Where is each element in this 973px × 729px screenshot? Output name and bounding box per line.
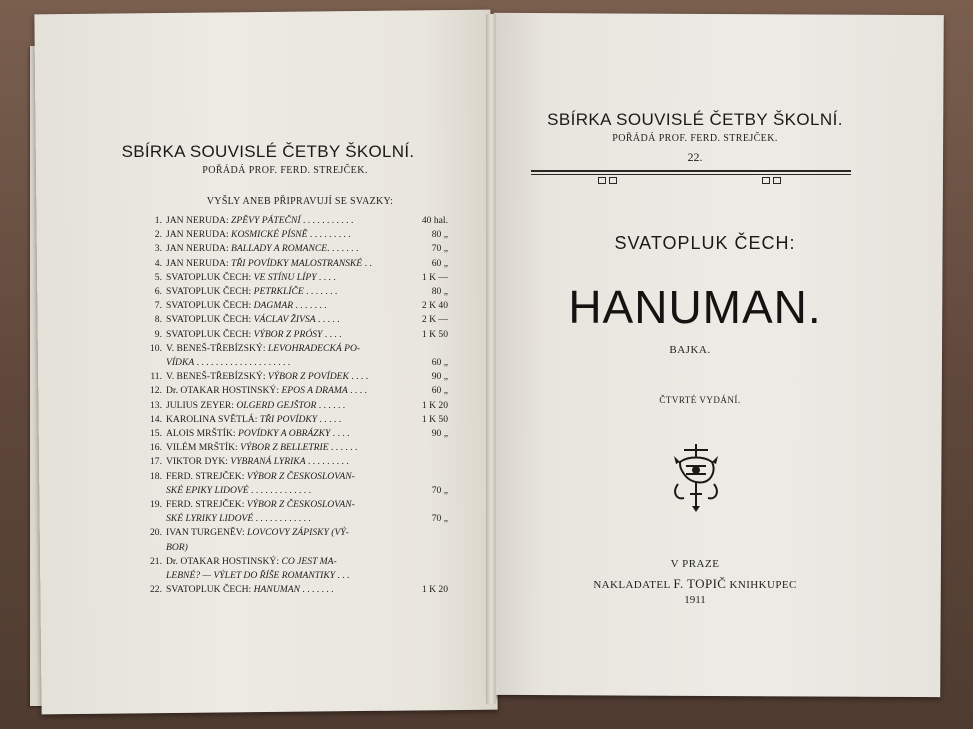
book-number: 21. <box>150 555 162 567</box>
book-entry <box>166 455 414 469</box>
list-heading: VYŠLY ANEB PŘIPRAVUJÍ SE SVAZKY: <box>206 196 394 207</box>
book-number: 16. <box>150 442 162 454</box>
book-number: 8. <box>154 314 162 326</box>
book-gutter <box>486 14 496 704</box>
book-author: SVATOPLUK ČECH: <box>166 314 252 326</box>
book-price: 80 „ <box>431 229 448 241</box>
book-author: JAN NERUDA: <box>166 229 229 241</box>
book-number: 6. <box>154 286 162 298</box>
leader-dots: . . . . <box>322 328 342 340</box>
book-title: TŘI POVÍDKY <box>259 413 318 425</box>
book-title: LEBNÉ? — VÝLET DO ŘÍŠE ROMANTIKY <box>166 570 336 582</box>
book-number: 18. <box>150 470 162 482</box>
book-list-item <box>136 526 448 540</box>
book-list-item <box>136 583 448 597</box>
book-list-item <box>136 569 448 583</box>
book-list-item <box>136 413 448 427</box>
leader-dots: . . . . <box>316 271 336 283</box>
book-author: JAN NERUDA: <box>166 215 229 226</box>
right-series-title: SBÍRKA SOUVISLÉ ČETBY ŠKOLNÍ. <box>547 110 843 129</box>
leader-dots: . . . . . . . . . . . . . <box>248 484 311 496</box>
book-title: DAGMAR <box>253 300 294 312</box>
book-author: JULIUS ZEYER: <box>166 399 234 411</box>
book-list-item <box>136 214 448 228</box>
leader-dots: . . . . . . . <box>327 243 359 255</box>
book-title: PETRKLÍČE <box>253 286 304 298</box>
book-title: CO JEST MA- <box>281 555 337 567</box>
book-entry <box>166 228 414 242</box>
book-number: 13. <box>150 399 162 411</box>
book-title: VYBRANÁ LYRIKA <box>230 456 306 468</box>
divider-rule-thin <box>531 174 851 175</box>
book-entry <box>166 470 414 484</box>
book-price: 1 K 50 <box>421 413 448 425</box>
publisher-suffix: KNIHKUPEC <box>729 579 797 591</box>
book-list-item <box>136 512 448 526</box>
book-list-item <box>136 299 448 313</box>
book-price: 70 „ <box>431 513 448 525</box>
book-entry <box>166 242 414 256</box>
book-entry <box>166 555 414 569</box>
book-title: BALLADY A ROMANCE <box>231 243 328 255</box>
book-entry <box>166 370 414 384</box>
book-author: SVATOPLUK ČECH: <box>166 328 252 340</box>
book-author: Dr. OTAKAR HOSTINSKÝ: <box>166 555 280 567</box>
book-title: VÁCLAV ŽIVSA <box>253 314 316 326</box>
leader-dots: . . . . . <box>315 314 340 326</box>
book-number: 7. <box>154 300 162 312</box>
book-list-item <box>136 555 448 569</box>
publisher-prefix: NAKLADATEL <box>593 579 671 591</box>
book-price: 1 K 20 <box>421 399 448 411</box>
book-entry <box>166 399 414 413</box>
book-price: 70 „ <box>431 243 448 255</box>
book-author: SVATOPLUK ČECH: <box>166 271 252 283</box>
book-entry <box>166 356 414 370</box>
book-list-item <box>136 228 448 242</box>
book-title: VÝBOR Z POVÍDEK <box>267 371 349 383</box>
book-author: SVATOPLUK ČECH: <box>166 300 252 312</box>
leader-dots: . . . . . . <box>328 442 358 454</box>
book-author: V. BENEŠ-TŘEBÍZSKÝ: <box>166 342 266 354</box>
book-list <box>136 214 448 597</box>
leader-dots: . . . . . . . <box>293 300 327 312</box>
book-author: VILÉM MRŠTÍK: <box>166 442 238 454</box>
book-list-item <box>136 427 448 441</box>
book-list-item <box>136 370 448 384</box>
volume-number: 22. <box>687 150 703 164</box>
book-number: 1. <box>154 215 162 226</box>
book-title: VÝBOR Z ČESKOSLOVAN- <box>246 499 355 511</box>
book-price: 1 K — <box>421 271 448 283</box>
edition-line: ČTVRTÉ VYDÁNÍ. <box>659 395 741 405</box>
book-title: LEVOHRADECKÁ PO- <box>267 342 361 354</box>
book-title: VÍDKA <box>166 357 195 369</box>
book-title: VÝBOR Z BELLETRIE <box>240 442 329 454</box>
book-entry <box>166 498 414 512</box>
book-list-item <box>136 455 448 469</box>
book-list-item <box>136 342 448 356</box>
book-entry <box>166 342 414 356</box>
leader-dots: . . . . . . . . . . . <box>300 215 354 226</box>
book-title: VE STÍNU LÍPY <box>253 271 317 283</box>
leader-dots: . . . <box>335 570 350 582</box>
book-author: FERD. STREJČEK: <box>166 499 245 511</box>
ornament-icon <box>762 177 782 185</box>
book-author: JAN NERUDA: <box>166 243 229 255</box>
book-list-item <box>136 470 448 484</box>
book-number: 14. <box>150 413 162 425</box>
leader-dots: . . . . . . <box>316 399 346 411</box>
book-price: 90 „ <box>431 371 448 383</box>
book-price: 60 „ <box>431 257 448 269</box>
book-entry <box>166 512 414 526</box>
book-entry <box>166 313 414 327</box>
leader-dots: . . . . . <box>317 413 342 425</box>
book-number: 12. <box>150 385 162 397</box>
book-title: VÝBOR Z PRÓSY <box>253 328 323 340</box>
book-number: 19. <box>150 499 162 511</box>
publisher-line <box>560 576 830 592</box>
book-title: TŘI POVÍDKY MALOSTRANSKÉ <box>231 257 363 269</box>
book-title: BOR) <box>166 541 188 553</box>
leader-dots: . . . . . . . <box>303 286 338 298</box>
book-price: 70 „ <box>431 484 448 496</box>
book-entry <box>166 299 414 313</box>
book-list-item <box>136 285 448 299</box>
leader-dots: . . <box>362 257 372 269</box>
book-price: 80 „ <box>431 286 448 298</box>
book-author: KAROLINA SVĚTLÁ: <box>166 413 258 425</box>
leader-dots: . . . . <box>347 385 367 397</box>
book-list-item <box>136 356 448 370</box>
book-title: SKÉ LYRIKY LIDOVÉ <box>166 513 254 525</box>
book-author: IVAN TURGENĚV: <box>166 527 245 539</box>
book-entry <box>166 214 414 228</box>
book-price: 1 K 50 <box>421 328 448 340</box>
leader-dots: . . . . . . . . . <box>307 229 351 241</box>
book-list-item <box>136 484 448 498</box>
book-entry <box>166 271 414 285</box>
publisher-name: F. TOPIČ <box>673 576 727 591</box>
leader-dots: . . . . <box>330 428 350 440</box>
left-series-title: SBÍRKA SOUVISLÉ ČETBY ŠKOLNÍ. <box>121 142 415 161</box>
book-title: HANUMAN <box>253 584 300 596</box>
book-author: JAN NERUDA: <box>166 257 229 269</box>
divider-rule <box>531 170 851 172</box>
book-author: SVATOPLUK ČECH: <box>166 584 252 596</box>
book-title: OLGERD GEJŠTOR <box>236 399 317 411</box>
book-author: ALOIS MRŠTÍK: <box>166 428 236 440</box>
book-author: V. BENEŠ-TŘEBÍZSKÝ: <box>166 371 266 383</box>
book-entry <box>166 484 414 498</box>
book-author: FERD. STREJČEK: <box>166 470 245 482</box>
book-title: ZPĚVY PÁTEČNÍ <box>231 215 301 226</box>
book-list-item <box>136 271 448 285</box>
publisher-emblem-icon <box>666 436 726 516</box>
book-entry <box>166 285 414 299</box>
book-price: 1 K 20 <box>421 584 448 596</box>
book-price: 2 K — <box>421 314 448 326</box>
book-list-item <box>136 313 448 327</box>
book-number: 2. <box>154 229 162 241</box>
book-author: Dr. OTAKAR HOSTINSKÝ: <box>166 385 280 397</box>
book-list-item <box>136 328 448 342</box>
book-list-item <box>136 257 448 271</box>
leader-dots: . . . . . . . . . <box>305 456 349 468</box>
book-entry <box>166 526 414 540</box>
book-entry <box>166 413 414 427</box>
leader-dots: . . . . . . . . . . . . <box>253 513 311 525</box>
book-number: 11. <box>150 371 162 383</box>
book-list-item <box>136 498 448 512</box>
book-list-item <box>136 399 448 413</box>
book-title: EPOS A DRAMA <box>281 385 348 397</box>
book-entry <box>166 427 414 441</box>
book-title: LOVCOVY ZÁPISKY (VÝ- <box>247 527 349 539</box>
book-entry <box>166 384 414 398</box>
book-number: 20. <box>150 527 162 539</box>
book-price: 60 „ <box>431 357 448 369</box>
right-editor-line: POŘÁDÁ PROF. FERD. STREJČEK. <box>612 133 778 144</box>
left-editor-line: POŘÁDÁ PROF. FERD. STREJČEK. <box>202 165 368 176</box>
book-title: HANUMAN. <box>568 281 822 333</box>
book-title: KOSMICKÉ PÍSNĚ <box>231 229 308 241</box>
book-number: 4. <box>154 257 162 269</box>
ornament-icon <box>598 177 618 185</box>
book-list-item <box>136 384 448 398</box>
book-genre: BAJKA. <box>669 344 711 356</box>
book-price: 60 „ <box>431 385 448 397</box>
book-number: 10. <box>150 342 162 354</box>
book-list-item <box>136 242 448 256</box>
book-number: 15. <box>150 428 162 440</box>
book-entry <box>166 257 414 271</box>
book-entry <box>166 441 414 455</box>
book-list-item <box>136 441 448 455</box>
book-number: 9. <box>154 328 162 340</box>
book-number: 22. <box>150 584 162 596</box>
book-author: VIKTOR DYK: <box>166 456 228 468</box>
leader-dots: . . . . . . . . . . . . . . . . . . . . <box>194 357 291 369</box>
leader-dots: . . . . . . . <box>300 584 334 596</box>
book-entry <box>166 541 414 555</box>
book-number: 3. <box>154 243 162 255</box>
book-number: 5. <box>154 271 162 283</box>
book-author: SVATOPLUK ČECH: <box>614 233 796 253</box>
publication-city: V PRAZE <box>670 558 720 570</box>
publication-year: 1911 <box>684 594 706 606</box>
book-title: SKÉ EPIKY LIDOVÉ <box>166 484 249 496</box>
book-price: 90 „ <box>431 428 448 440</box>
book-entry <box>166 569 414 583</box>
book-price: 40 hal. <box>421 215 448 226</box>
book-entry <box>166 583 414 597</box>
book-entry <box>166 328 414 342</box>
book-title: VÝBOR Z ČESKOSLOVAN- <box>246 470 355 482</box>
book-price: 2 K 40 <box>421 300 448 312</box>
book-title: POVÍDKY A OBRÁZKY <box>237 428 331 440</box>
book-author: SVATOPLUK ČECH: <box>166 286 252 298</box>
book-number: 17. <box>150 456 162 468</box>
leader-dots: . . . . <box>348 371 369 383</box>
book-list-item <box>136 541 448 555</box>
